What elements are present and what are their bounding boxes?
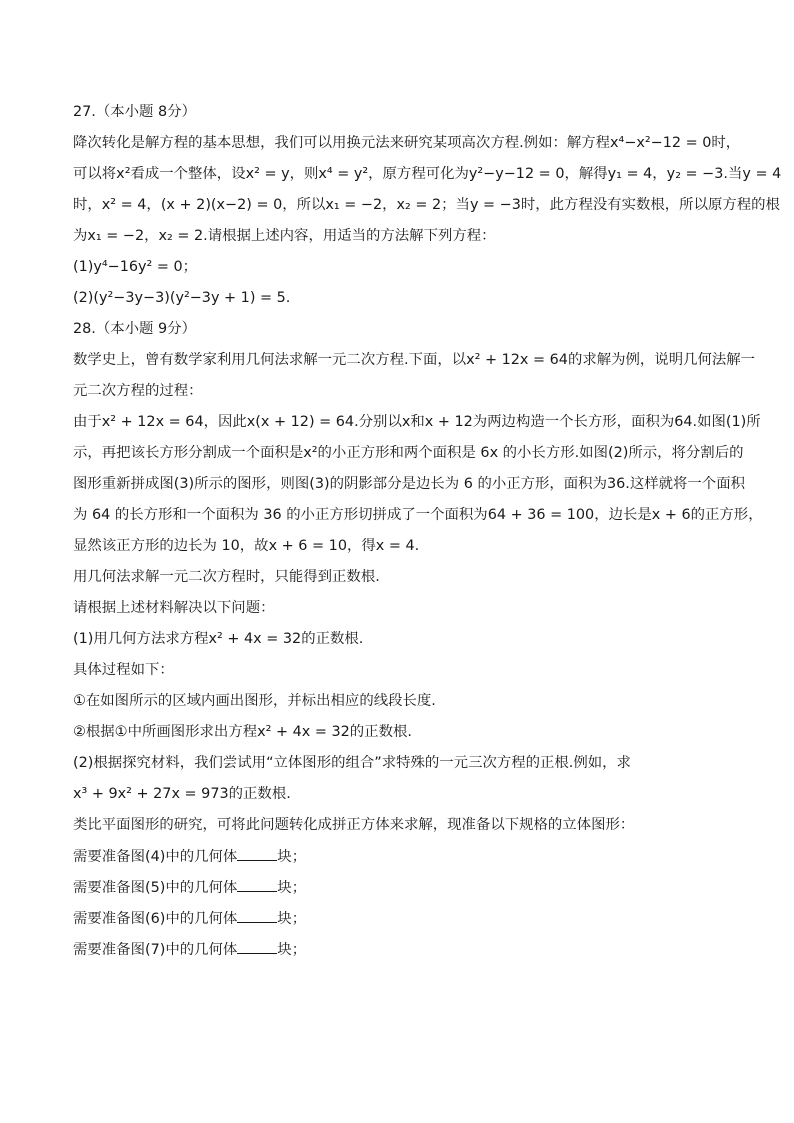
answer-blank[interactable] bbox=[237, 877, 277, 892]
q28-part2-equation: x³ + 9x² + 27x = 973的正数根. bbox=[73, 786, 291, 802]
fill-item-suffix: 块； bbox=[277, 942, 307, 958]
fill-item-prefix: 需要准备图(6)中的几何体 bbox=[73, 911, 238, 927]
q27-text-line-4: 为x₁ = −2，x₂ = 2.请根据上述内容，用适当的方法解下列方程： bbox=[73, 228, 496, 244]
answer-blank[interactable] bbox=[237, 846, 277, 861]
q28-part1-step1: ①在如图所示的区域内画出图形，并标出相应的线段长度. bbox=[73, 693, 436, 709]
fill-item bbox=[73, 908, 754, 929]
q28-part1-question: (1)用几何方法求方程x² + 4x = 32的正数根. bbox=[73, 631, 364, 647]
q27-text-line-3: 时，x² = 4，(x + 2)(x−2) = 0，所以x₁ = −2，x₂ = 2；当y = −3时，此方程没有实数根，所以原方程的根 bbox=[73, 197, 780, 213]
fill-item-suffix: 块； bbox=[277, 880, 307, 896]
answer-blank[interactable] bbox=[237, 908, 277, 923]
q28-header: 28.（本小题 9分） bbox=[73, 321, 196, 337]
answer-blank[interactable] bbox=[237, 939, 277, 954]
q28-text-line-9: 请根据上述材料解决以下问题： bbox=[73, 600, 275, 616]
q27-text-line-1: 降次转化是解方程的基本思想，我们可以用换元法来研究某项高次方程.例如：解方程x⁴−x²−12 = 0时， bbox=[73, 135, 741, 151]
q28-text-line-1: 数学史上，曾有数学家利用几何法求解一元二次方程.下面，以x² + 12x = 64的求解为例，说明几何法解一 bbox=[73, 352, 756, 368]
q28-part2-question: (2)根据探究材料，我们尝试用“立体图形的组合”求特殊的一元三次方程的正根.例如，求 bbox=[73, 755, 631, 771]
q28-text-line-2: 元二次方程的过程： bbox=[73, 383, 203, 399]
q28-text-line-5: 图形重新拼成图(3)所示的图形，则图(3)的阴影部分是边长为 6 的小正方形，面积为36.这样就将一个面积 bbox=[73, 476, 745, 492]
q28-text-line-8: 用几何法求解一元二次方程时，只能得到正数根. bbox=[73, 569, 380, 585]
q28-part1-step2: ②根据①中所画图形求出方程x² + 4x = 32的正数根. bbox=[73, 724, 412, 740]
q28-text-line-7: 显然该正方形的边长为 10，故x + 6 = 10，得x = 4. bbox=[73, 538, 420, 554]
fill-item-suffix: 块； bbox=[277, 849, 307, 865]
q28-text-line-4: 示，再把该长方形分割成一个面积是x²的小正方形和两个面积是 6x 的小长方形.如图(2)所示，将分割后的 bbox=[73, 445, 744, 461]
q27-header: 27.（本小题 8分） bbox=[73, 104, 196, 120]
q27-subquestion-1: (1)y⁴−16y² = 0； bbox=[73, 259, 198, 275]
q27-subquestion-2: (2)(y²−3y−3)(y²−3y + 1) = 5. bbox=[73, 290, 291, 306]
fill-item-suffix: 块； bbox=[277, 911, 307, 927]
fill-item bbox=[73, 846, 754, 867]
q27-text-line-2: 可以将x²看成一个整体，设x² = y，则x⁴ = y²，原方程可化为y²−y−12 = 0，解得y₁ = 4，y₂ = −3.当y = 4 bbox=[73, 166, 782, 182]
q28-text-line-3: 由于x² + 12x = 64，因此x(x + 12) = 64.分别以x和x + 12为两边构造一个长方形，面积为64.如图(1)所 bbox=[73, 414, 761, 430]
fill-item-prefix: 需要准备图(4)中的几何体 bbox=[73, 849, 238, 865]
fill-item-prefix: 需要准备图(7)中的几何体 bbox=[73, 942, 238, 958]
q28-part1-process: 具体过程如下： bbox=[73, 662, 174, 678]
fill-item bbox=[73, 877, 754, 898]
fill-item bbox=[73, 939, 754, 960]
q28-part2-intro: 类比平面图形的研究，可将此问题转化成拼正方体来求解，现准备以下规格的立体图形： bbox=[73, 817, 635, 833]
q28-text-line-6: 为 64 的长方形和一个面积为 36 的小正方形切拼成了一个面积为64 + 36 = 100，边长是x + 6的正方形， bbox=[73, 507, 763, 523]
fill-item-prefix: 需要准备图(5)中的几何体 bbox=[73, 880, 238, 896]
